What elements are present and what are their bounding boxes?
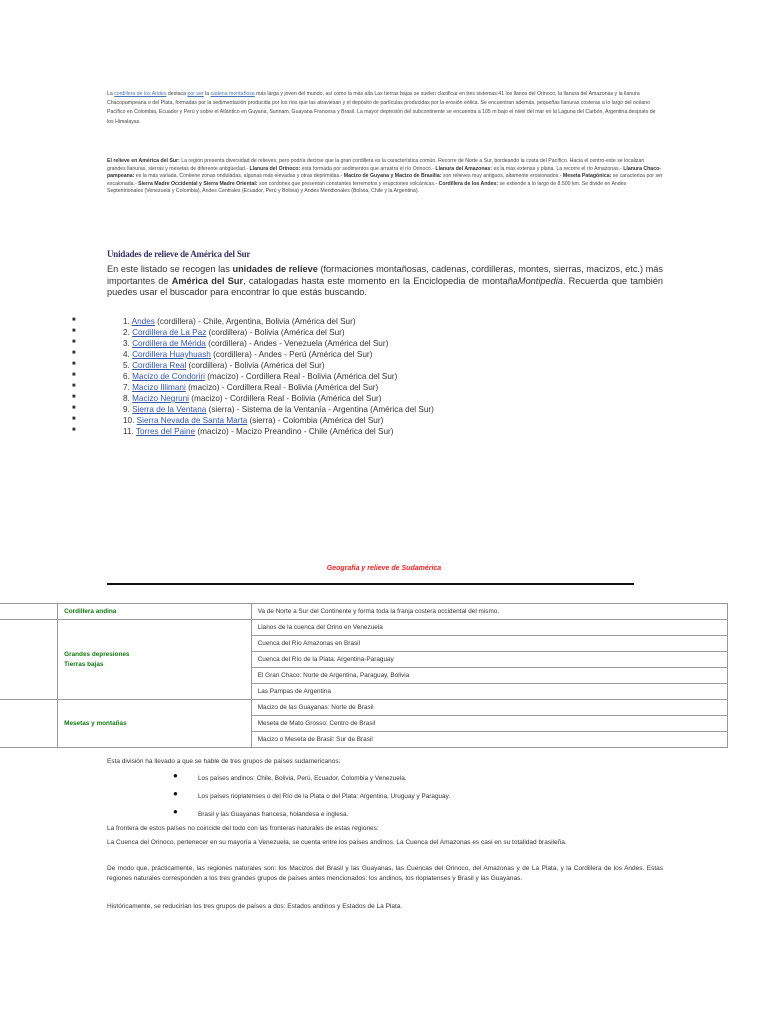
desc-cell: Cuenca del Río de la Plata: Argentina-Paraguay [251,652,727,668]
link-por-ser[interactable]: por ser [187,91,204,97]
bullet-icon: ■ [72,328,76,334]
geo-table-title: Geografía y relieve de Sudamérica [326,565,442,572]
desc-cell: Las Pampas de Argentina [251,684,727,700]
bullet-icon: ■ [72,416,76,422]
bullet-icon: ● [173,807,178,816]
bullet-icon: ● [173,789,178,798]
list-item: ■ 7. Macizo Illimani (macizo) - Cordillera Real - Bolivia (América del Sur) [72,383,379,392]
bullet-icon: ● [173,771,178,780]
relief-link[interactable]: Macizo Negruni [132,394,189,403]
relief-link[interactable]: Cordillera Real [132,361,187,370]
bullet-icon: ■ [72,427,76,433]
table-row [0,604,728,620]
list-item: Los países andinos: Chile, Bolivia, Perú, Ecuador, Colombia y Venezuela. [198,775,407,782]
relief-units-list [72,316,632,437]
geo-table [0,603,728,748]
unidades-intro: En este listado se recogen las unidades de relieve (formaciones montañosas, cadenas, cordilleras, montes, sierras, macizos, etc.) más importantes de América del Sur, catalogadas hasta este momento en la Enciclopedia de montañaMontipedia. Recuerda que también puedes usar el buscador para encontrar lo que estás buscando. [107,264,664,297]
list-item: Los países rioplatenses o del Río de la Plata o del Plata: Argentina, Uruguay y Paraguay. [198,793,451,800]
bullet-icon: ■ [72,394,76,400]
divider [107,583,634,585]
list-item: ■ 2. Cordillera de La Paz (cordillera) - Bolivia (América del Sur) [72,328,345,337]
list-item: ■ 8. Macizo Negruni (macizo) - Cordillera Real - Bolivia (América del Sur) [72,394,382,403]
list-item: ■ 9. Sierra de la Ventana (sierra) - Sistema de la Ventanía - Argentina (América del Sur) [72,405,434,414]
relief-link[interactable]: Andes [131,317,155,326]
link-cordillera-andes[interactable]: cordillera de los Andes [114,91,167,97]
region-cell [0,620,58,700]
closing-paragraph-3: La Cuenca del Orinoco, pertenecer en su mayoría a Venezuela, se cuenta entre los países andinos. La Cuenca del Amazonas es casi en su totalidad brasileña. [107,839,567,846]
bullet-icon: ■ [72,383,76,389]
list-item: ■ 6. Macizo de Condoriri (macizo) - Cordillera Real - Bolivia (América del Sur) [72,372,398,381]
list-item: ■ 1. Andes (cordillera) - Chile, Argentina, Bolivia (América del Sur) [72,317,356,326]
relief-link[interactable]: Cordillera de Mérida [132,339,206,348]
relief-link[interactable]: Sierra de la Ventana [132,405,207,414]
list-item: ■ 10. Sierra Nevada de Santa Marta (sierra) - Colombia (América del Sur) [72,416,384,425]
bullet-icon: ■ [72,405,76,411]
list-item: Brasil y las Guayanas francesa, holandesa e inglesa. [198,811,349,818]
relief-link[interactable]: Cordillera de La Paz [132,328,207,337]
closing-paragraph-4: De modo que, prácticamente, las regiones naturales son: los Macizos del Brasil y las Guayanas, las Cuencas del Orinoco, del Amazonas y de La Plata, y la Cordillera de los Andes. Estas regiones naturales corresponden a los tres grandes grupos de países antes mencionados: los andinos, los rioplatenses y Brasil y las Guayanas. [107,865,663,882]
list-item: ■ 3. Cordillera de Mérida (cordillera) - Andes - Venezuela (América del Sur) [72,339,389,348]
bullet-icon: ■ [72,361,76,367]
link-cadena-montanosa[interactable]: cadena montañosa [210,91,255,97]
closing-paragraph-1: Esta división ha llevado a que se hable de tres grupos de países sudamericanos: [107,758,341,765]
list-item: ■ 11. Torres del Paine (macizo) - Macizo Preandino - Chile (América del Sur) [72,427,394,436]
paragraph-andes-intro: La cordillera de los Andes destaca por ser la cadena montañosa más larga y joven del mundo, así como la más alta Las tierras bajas se suelen clasificar en tres sistemas:41 los llanos del Orinoco, la llanura del Amazonas y la llanura Chacopampeana o del Plata, formadas por la sedimentación producida por los ríos que las atraviesan y el depósito de partículas producidas por la erosión eólica. Se encuentran además, pequeñas llanuras costeras a lo largo del océano Pacífico en Colombia, Ecuador y Perú y sobre el Atlántico en Guyana, Surinam, Guayana Francesa y Brasil. La mayor depresión del subcontinente se encuentra a 105 m bajo el nivel del mar en la Laguna del Carbón, Argentina.después de los Himalayas. [107,91,656,125]
region-cell [0,700,58,748]
unit-cell: Mesetas y montañas [58,700,252,748]
desc-cell: Macizo de las Guayanas: Norte de Brasil [251,700,727,716]
desc-cell: Meseta de Mato Grosso: Centro de Brasil [251,716,727,732]
unit-cell: Cordillera andina [58,604,252,620]
section-heading-unidades: Unidades de relieve de América del Sur [107,249,251,259]
table-row [0,700,728,716]
region-cell [0,604,58,620]
desc-cell: Va de Norte a Sur del Continente y forma toda la franja costera occidental del mismo. [251,604,727,620]
relief-link[interactable]: Macizo de Condoriri [132,372,205,381]
bullet-icon: ■ [72,317,76,323]
table-row [0,620,728,636]
bullet-icon: ■ [72,339,76,345]
list-item: ■ 5. Cordillera Real (cordillera) - Bolivia (América del Sur) [72,361,325,370]
relief-link[interactable]: Sierra Nevada de Santa Marta [136,416,248,425]
paragraph-relieve: El relieve en América del Sur: La región presenta diversidad de relieves, pero podría decirse que la gran cordillera es la característica común. Recorre de Norte a Sur, bordeando la costa del Pacífico. Hacia el centro-este se localizan grandes llanuras, sierras y mesetas de diferente antigüedad.- Llanura del Orinoco: está formada por sedimentos que arrastra el río Orinoco.- Llanura del Amazonas: es la más extensa y plana. La recorre el río Amazonas.- Llanura Chaco-pampeana: es la más variada. Contiene zonas onduladas, algunas más elevadas y otras deprimidas.- Macizo de Guyana y Macizo de Brasilia: son relieves muy antiguos, altamente erosionados.- Meseta Patagónica: se caracteriza por ser escalonada.- Sierra Madre Occidental y Sierra Madre Oriental: son cordones que presentan constantes terremotos y erupciones volcánicas.- Cordillera de los Andes: se extiende a lo largo de 8.500 km. Se divide en Andes Septentrionales (Venezuela y Colombia), Andes Centrales (Ecuador, Perú y Bolivia) y Andes Meridionales (Bolivia, Chile y la Argentina). [107,158,663,195]
unit-cell: Grandes depresiones Tierras bajas [58,620,252,700]
bullet-icon: ■ [72,372,76,378]
closing-paragraph-2: La frontera de estos países no coincide del todo con las fronteras naturales de estas regiones: [107,825,379,832]
relief-link[interactable]: Torres del Paine [135,427,196,436]
closing-paragraph-5: Históricamente, se reducirían los tres grupos de países a dos: Estados andinos y Estados de La Plata. [107,903,403,910]
desc-cell: El Gran Chaco: Norte de Argentina, Paraguay, Bolivia [251,668,727,684]
desc-cell: Llanos de la cuenca del Orino en Venezuela [251,620,727,636]
desc-cell: Macizo o Meseta de Brasil: Sur de Brasil [251,732,727,748]
desc-cell: Cuenca del Río Amazonas en Brasil [251,636,727,652]
relief-link[interactable]: Macizo Illimani [132,383,186,392]
bullet-icon: ■ [72,350,76,356]
relief-link[interactable]: Cordillera Huayhuash [132,350,211,359]
list-item: ■ 4. Cordillera Huayhuash (cordillera) - Andes - Perú (América del Sur) [72,350,373,359]
